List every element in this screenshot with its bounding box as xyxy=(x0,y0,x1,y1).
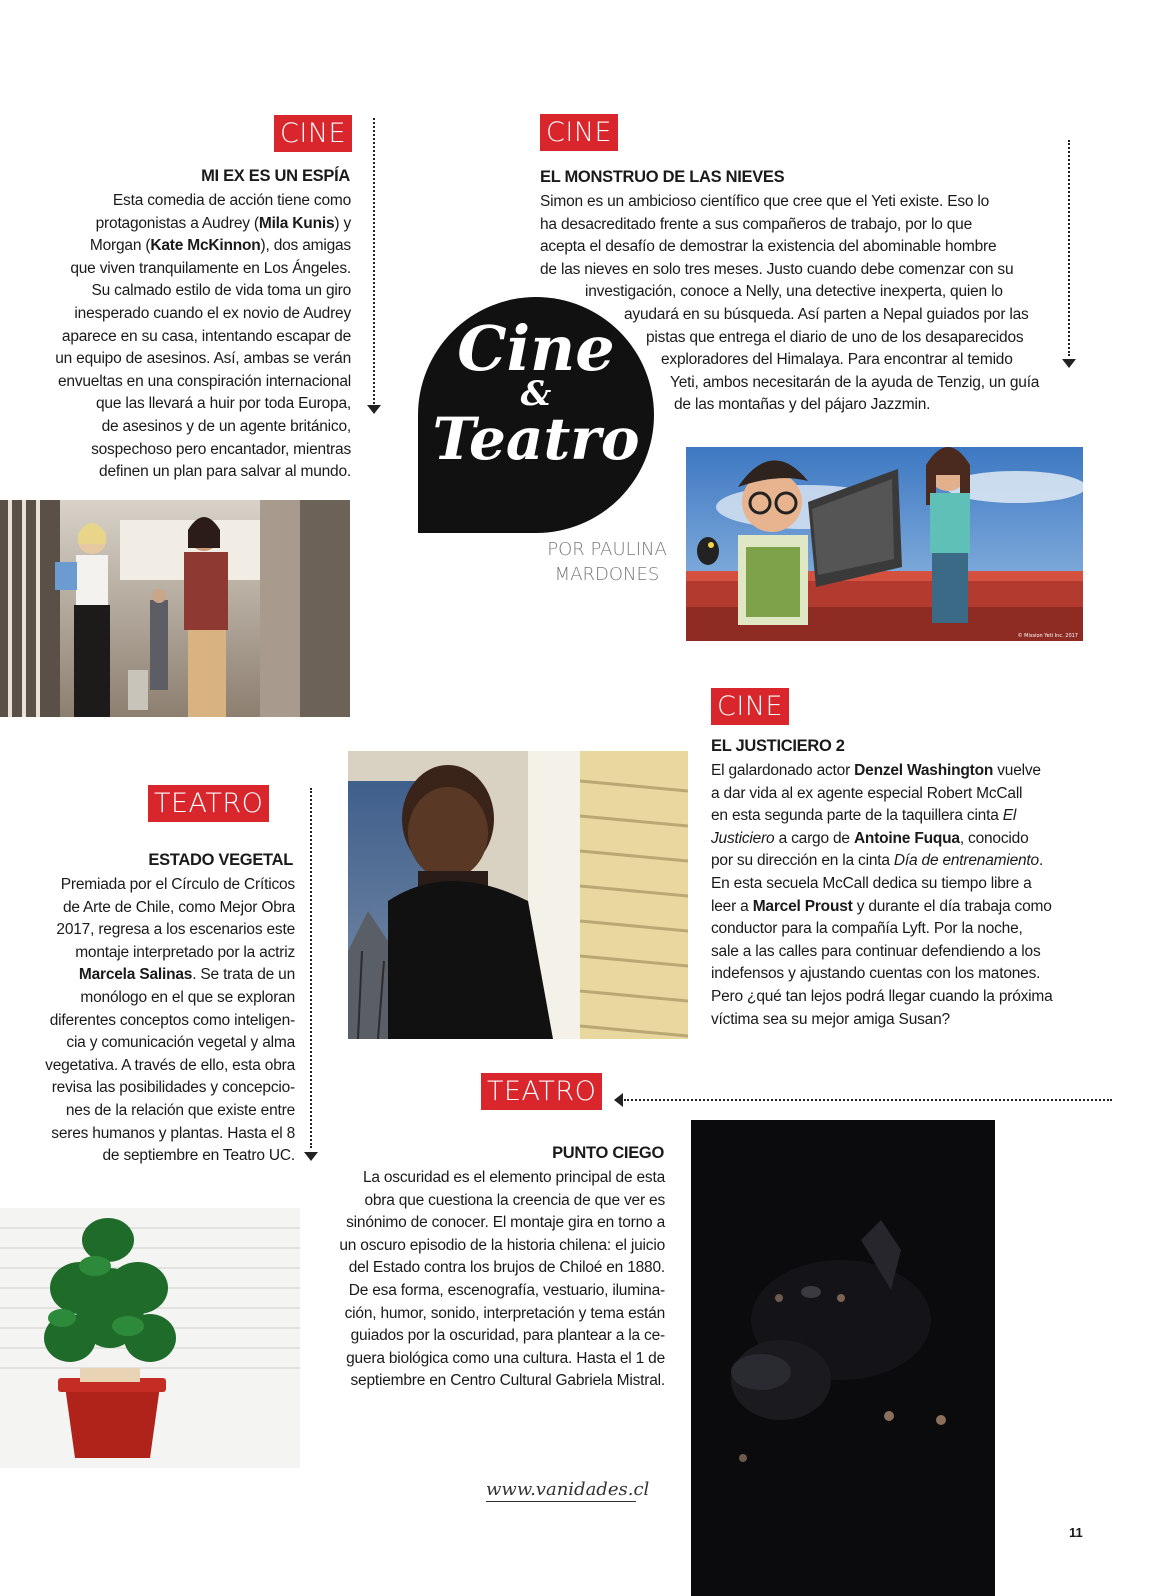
article-title: PUNTO CIEGO xyxy=(552,1144,664,1162)
badge-ampersand: & xyxy=(520,374,552,414)
byline-line-2: MARDONES xyxy=(554,564,660,585)
body-line xyxy=(10,1123,295,1146)
body-line xyxy=(711,760,1081,783)
body-text: definen un plan para salvar al mundo. xyxy=(99,463,351,481)
body-text: El galardonado actor xyxy=(711,762,855,779)
body-text: ayudará en su búsqueda. Así parten a Nepal guiados por las xyxy=(624,305,1029,323)
arrow-left-icon xyxy=(614,1093,623,1107)
body-line xyxy=(10,1055,295,1078)
body-line xyxy=(300,1190,665,1213)
arrow-down-icon xyxy=(1062,359,1076,368)
body-line xyxy=(540,304,1060,327)
body-text: vuelve xyxy=(993,762,1041,779)
dotted-rule xyxy=(624,1099,1112,1101)
body-text: que viven tranquilamente en Los Ángeles. xyxy=(70,259,351,277)
section-tag-cine: CINE xyxy=(274,115,352,152)
body-line xyxy=(10,348,351,371)
body-line xyxy=(711,986,1081,1009)
body-text: sale a las calles para continuar defendiendo a los xyxy=(711,942,1041,960)
badge-title-cine: Cine xyxy=(457,312,615,385)
body-line xyxy=(10,942,295,965)
article-body xyxy=(711,760,1081,1031)
body-text: septiembre en Centro Cultural Gabriela Mistral. xyxy=(350,1372,665,1390)
body-text: y durante el día trabaja como xyxy=(852,897,1052,915)
body-text: leer a xyxy=(711,897,753,915)
body-line xyxy=(300,1257,665,1280)
body-text: Día de entrenamiento xyxy=(893,852,1039,870)
body-line xyxy=(10,874,295,897)
body-text: monólogo en el que se exploran xyxy=(80,988,295,1006)
body-text: un equipo de asesinos. Así, ambas se verán xyxy=(55,350,351,368)
arrow-down-icon xyxy=(304,1152,318,1161)
body-line xyxy=(711,828,1081,851)
body-text: exploradores del Himalaya. Para encontrar al temido xyxy=(661,351,1013,369)
body-text: Yeti, ambos necesitarán de la ayuda de Tenzig, un guía xyxy=(670,373,1040,391)
body-text: vegetativa. A través de ello, esta obra xyxy=(45,1056,295,1074)
body-text: envueltas en una conspiración internacional xyxy=(58,372,351,390)
body-text: pistas que entrega el diario de uno de los desaparecidos xyxy=(646,328,1024,346)
body-line xyxy=(711,873,1081,896)
photo-mi-ex-es-un-espia xyxy=(0,500,350,717)
body-text: Antoine Fuqua xyxy=(853,829,960,847)
body-text: de septiembre en Teatro UC. xyxy=(102,1147,295,1165)
body-text: , conocido xyxy=(959,829,1029,847)
body-line xyxy=(711,850,1081,873)
body-text: seres humanos y plantas. Hasta el 8 xyxy=(51,1124,295,1142)
body-line xyxy=(10,1010,295,1033)
body-line xyxy=(10,919,295,942)
body-text: En esta secuela McCall dedica su tiempo libre a xyxy=(711,874,1032,892)
body-text: que las llevará a huir por toda Europa, xyxy=(95,395,351,413)
body-text: La oscuridad es el elemento principal de esta xyxy=(362,1169,665,1186)
body-text: obra que cuestiona la creencia de que ver es xyxy=(364,1191,665,1209)
body-text: El xyxy=(1002,807,1017,825)
body-text: ción, humor, sonido, interpretación y tema están xyxy=(344,1304,665,1322)
body-text: montaje interpretado por la actriz xyxy=(75,943,295,961)
body-text: inesperado cuando el ex novio de Audrey xyxy=(74,304,351,322)
body-line xyxy=(10,190,351,213)
body-line xyxy=(10,461,351,484)
footer-url[interactable]: www.vanidades.cl xyxy=(486,1479,650,1500)
body-line xyxy=(540,214,1060,237)
body-text: sospechoso pero encantador, mientras xyxy=(91,440,351,458)
body-line xyxy=(540,236,1060,259)
byline-line-1: POR PAULINA xyxy=(547,539,667,560)
byline xyxy=(540,537,674,587)
body-text: de las nieves en solo tres meses. Justo cuando debe comenzar con su xyxy=(540,260,1014,278)
body-text: a dar vida al ex agente especial Robert McCall xyxy=(711,784,1023,802)
section-tag-cine: CINE xyxy=(540,114,618,151)
body-line xyxy=(10,213,351,236)
body-line xyxy=(540,372,1060,395)
article-title: EL JUSTICIERO 2 xyxy=(711,737,845,755)
body-text: Su calmado estilo de vida toma un giro xyxy=(91,282,351,300)
body-line xyxy=(711,1009,1081,1032)
body-line xyxy=(300,1325,665,1348)
body-line xyxy=(10,326,351,349)
photo-el-monstruo-de-las-nieves xyxy=(686,447,1083,641)
body-line xyxy=(711,805,1081,828)
body-text: indefensos y ajustando cuentas con los matones. xyxy=(711,965,1041,983)
body-line xyxy=(10,393,351,416)
body-text: Premiada por el Círculo de Críticos xyxy=(60,876,295,893)
body-text: De esa forma, escenografía, vestuario, ilumina- xyxy=(348,1281,665,1299)
dotted-rule xyxy=(373,118,375,404)
article-title: MI EX ES UN ESPÍA xyxy=(201,167,350,185)
body-line xyxy=(300,1348,665,1371)
arrow-down-icon xyxy=(367,405,381,414)
article-body xyxy=(300,1167,665,1393)
body-text: guera biológica como una cultura. Hasta el 1 de xyxy=(346,1349,665,1367)
body-line xyxy=(10,987,295,1010)
body-text: Simon es un ambicioso científico que cree que el Yeti existe. Eso lo xyxy=(540,193,990,210)
body-text: un oscuro episodio de la historia chilena: el juicio xyxy=(339,1236,665,1254)
body-line xyxy=(300,1370,665,1393)
body-text: por su dirección en la cinta xyxy=(711,852,894,870)
body-text: diferentes conceptos como inteligen- xyxy=(49,1011,295,1029)
body-line xyxy=(540,259,1060,282)
body-line xyxy=(10,303,351,326)
body-line xyxy=(10,235,351,258)
photo-el-justiciero-2 xyxy=(348,751,688,1039)
body-text: en esta segunda parte de la taquillera cinta xyxy=(711,807,1003,825)
body-text: de Arte de Chile, como Mejor Obra xyxy=(62,898,295,916)
body-text: nes de la relación que existe entre xyxy=(65,1101,295,1119)
body-text: Marcela Salinas xyxy=(78,966,193,984)
body-text: aparece en su casa, intentando escapar de xyxy=(61,327,351,345)
body-text: Pero ¿qué tan lejos podrá llegar cuando la próxima xyxy=(711,987,1053,1005)
body-text: Mila Kunis xyxy=(258,214,335,232)
body-line xyxy=(540,327,1060,350)
photo-punto-ciego xyxy=(691,1120,995,1596)
body-text: Justiciero xyxy=(711,829,775,847)
section-tag-teatro: TEATRO xyxy=(481,1073,602,1110)
photo-credit: © Mission Yeti Inc. 2017 xyxy=(1017,633,1078,639)
body-line xyxy=(711,783,1081,806)
body-text: Esta comedia de acción tiene como xyxy=(112,192,351,209)
body-line xyxy=(300,1167,665,1190)
body-text: a cargo de xyxy=(774,829,854,847)
article-body xyxy=(540,191,1060,417)
body-line xyxy=(10,371,351,394)
body-text: protagonistas a Audrey ( xyxy=(95,214,259,232)
body-line xyxy=(10,964,295,987)
article-title: EL MONSTRUO DE LAS NIEVES xyxy=(540,168,785,186)
body-text: cia y comunicación vegetal y alma xyxy=(66,1034,295,1052)
body-text: revisa las posibilidades y concepcio- xyxy=(51,1079,295,1097)
body-text: guiados por la oscuridad, para plantear a la ce- xyxy=(350,1327,665,1345)
dotted-rule xyxy=(310,788,312,1148)
body-text: 2017, regresa a los escenarios este xyxy=(56,921,295,939)
body-line xyxy=(10,258,351,281)
page-number: 11 xyxy=(1069,1525,1083,1540)
body-line xyxy=(10,1032,295,1055)
body-line xyxy=(10,439,351,462)
body-text: ) y xyxy=(334,214,351,232)
article-body xyxy=(10,874,295,1168)
section-tag-teatro: TEATRO xyxy=(148,785,269,822)
badge-title-teatro: Teatro xyxy=(432,405,640,473)
article-title: ESTADO VEGETAL xyxy=(148,851,293,869)
body-line xyxy=(540,191,1060,214)
body-line xyxy=(540,394,1060,417)
body-text: del Estado contra los brujos de Chiloé en 1880. xyxy=(348,1259,665,1277)
photo-estado-vegetal xyxy=(0,1208,300,1468)
body-line xyxy=(10,1077,295,1100)
body-text: de asesinos y de un agente británico, xyxy=(101,417,351,435)
body-text: . xyxy=(1038,852,1044,870)
body-line xyxy=(300,1280,665,1303)
body-line xyxy=(711,941,1081,964)
body-line xyxy=(10,280,351,303)
article-body xyxy=(10,190,351,484)
body-line xyxy=(10,897,295,920)
body-text: ), dos amigas xyxy=(260,237,351,255)
body-line xyxy=(300,1303,665,1326)
body-line xyxy=(10,1145,295,1168)
body-text: víctima sea su mejor amiga Susan? xyxy=(711,1010,950,1028)
body-line xyxy=(540,281,1060,304)
body-line xyxy=(711,963,1081,986)
body-text: investigación, conoce a Nelly, una detective inexperta, quien lo xyxy=(585,283,1003,301)
body-text: . Se trata de un xyxy=(192,966,295,984)
body-text: acepta el desafío de demostrar la existencia del abominable hombre xyxy=(540,238,997,256)
body-line xyxy=(540,349,1060,372)
body-text: Denzel Washington xyxy=(854,762,994,779)
body-text: Marcel Proust xyxy=(752,897,853,915)
body-text: Morgan ( xyxy=(89,237,151,255)
dotted-rule xyxy=(1068,140,1070,356)
body-text: conductor para la compañía Lyft. Por la noche, xyxy=(711,920,1023,938)
body-text: Kate McKinnon xyxy=(150,237,261,255)
body-text: sinónimo de conocer. El montaje gira en torno a xyxy=(346,1214,665,1232)
body-text: ha desacreditado frente a sus compañeros de trabajo, por lo que xyxy=(540,215,973,233)
body-line xyxy=(10,1100,295,1123)
section-tag-cine: CINE xyxy=(711,688,789,725)
body-line xyxy=(300,1235,665,1258)
body-line xyxy=(711,896,1081,919)
body-line xyxy=(300,1212,665,1235)
body-line xyxy=(711,918,1081,941)
body-text: de las montañas y del pájaro Jazzmin. xyxy=(674,396,931,414)
body-line xyxy=(10,416,351,439)
